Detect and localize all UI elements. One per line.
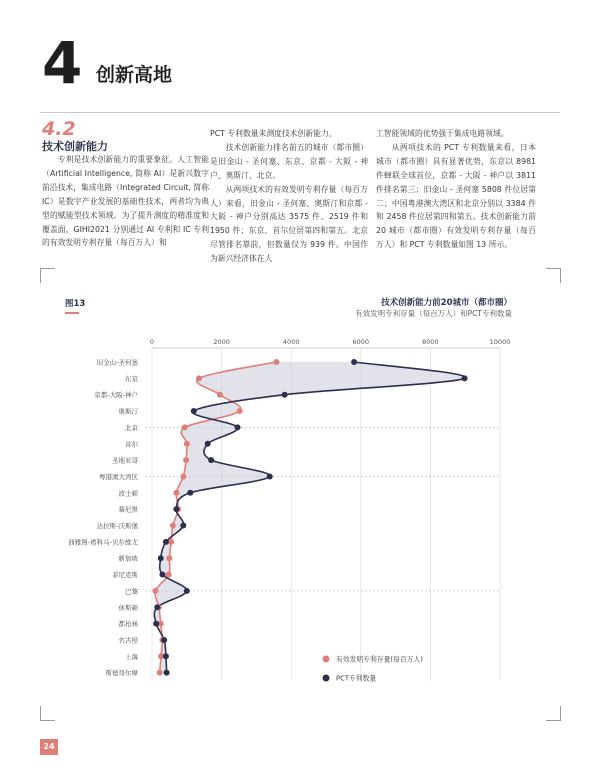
series-line-pct	[154, 362, 465, 673]
data-point-inventory	[237, 408, 243, 414]
figure-label: 图13	[65, 299, 86, 309]
data-point-inventory	[152, 588, 158, 594]
figure-title: 技术创新能力前20城市（都市圈）	[381, 298, 512, 308]
data-point-inventory	[196, 375, 202, 381]
data-point-inventory	[182, 424, 188, 430]
chapter-number: 4	[42, 29, 83, 97]
chapter-title: 创新高地	[96, 64, 173, 86]
data-point-inventory	[184, 441, 190, 447]
data-point-pct	[351, 359, 357, 365]
category-label: 休斯顿	[118, 603, 138, 612]
category-label: 京都-大阪-神户	[94, 391, 138, 400]
data-point-inventory	[217, 392, 223, 398]
category-label: 东京	[125, 374, 138, 383]
category-label: 上海	[125, 652, 138, 661]
legend-label: 有效发明专利存量(每百万人)	[336, 655, 423, 664]
paragraph: 从两项技术的 PCT 专利数量来看，日本城市（都市圈）具有显著优势，东京以 8981 件蝉联全球首位，京都 - 大阪 - 神户以 3811 件排名第三；旧金山 - 圣何塞 5808 件位居第二；中国粤港澳大湾区和北京分别以 3384 件和 2458 件位居第四和第五。技术创新能力前 20 城市（都市圈）有效发明专利存量（每百万人）和 PCT 专利数量如图 13 所示。	[376, 142, 536, 250]
data-point-pct	[163, 653, 169, 659]
category-label: 慕尼黑	[118, 505, 138, 514]
data-point-pct	[163, 539, 169, 545]
data-point-pct	[235, 424, 241, 430]
section-number: 4.2	[42, 118, 76, 140]
x-tick-label: 0	[149, 338, 155, 346]
category-label: 巴黎	[125, 587, 138, 596]
category-label: 西雅图-塔科马-贝尔维尤	[68, 538, 138, 547]
category-label: 斯德哥尔摩	[105, 669, 138, 678]
category-label: 波士顿	[118, 489, 138, 498]
data-point-pct	[180, 523, 186, 529]
category-label: 北京	[125, 423, 138, 432]
data-point-inventory	[180, 473, 186, 479]
x-tick-label: 8000	[422, 338, 439, 346]
category-label: 名古屋	[118, 636, 138, 645]
paragraph: PCT 专利数量来测度技术创新能力。	[210, 129, 337, 138]
data-point-pct	[154, 604, 160, 610]
section-title: 技术创新能力	[42, 140, 108, 153]
legend-marker	[323, 656, 330, 663]
x-tick-label: 2000	[213, 338, 230, 346]
figure-subtitle: 有效发明专利存量（每百万人）和PCT专利数量	[355, 309, 512, 318]
x-tick-label: 6000	[352, 338, 370, 346]
data-point-pct	[184, 588, 190, 594]
data-point-pct	[267, 473, 273, 479]
legend-label: PCT专利数量	[336, 674, 377, 683]
data-point-inventory	[166, 572, 172, 578]
paragraph: 工智能领域的优势强于集成电路领域。	[376, 129, 509, 138]
category-label: 奥斯汀	[118, 407, 138, 416]
data-point-pct	[173, 506, 179, 512]
x-tick-label: 4000	[282, 338, 300, 346]
category-label: 旧金山-圣何塞	[96, 358, 138, 367]
paragraph: 技术创新能力排名前五的城市（都市圈）是旧金山 - 圣何塞、东京、京都 - 大阪 - 神户、奥斯汀、北京。	[210, 142, 368, 180]
data-point-inventory	[157, 670, 163, 676]
paragraph: 从两项技术的有效发明专利存量（每百万人）来看，旧金山 - 圣何塞、奥斯汀和京都 - 大阪 - 神户分别高达 3575 件、2519 件和 1950 件；东京、首尔位居第四和第五。北京尽管排名靠前，但数量仅为 939 件。中国作为新兴经济体在人	[210, 184, 368, 264]
data-point-pct	[191, 408, 197, 414]
data-point-pct	[205, 441, 211, 447]
data-point-inventory	[168, 539, 174, 545]
legend-marker	[323, 675, 330, 682]
data-point-pct	[164, 670, 170, 676]
category-label: 新加坡	[118, 554, 138, 563]
paragraph: 专利是技术创新能力的重要象征。人工智能（Artificial Intelligence, 简称 AI）是新兴数字前沿技术，集成电路（Integrated Circuit, 简称 IC）是数字产业发展的基础性技术，两者均为典型的赋能型技术领域。为了提升测度的精准度和覆盖面，GIHI2021 分别通过 AI 专利和 IC 专利的有效发明专利存量（每百万人）和	[42, 155, 209, 248]
data-point-pct	[187, 490, 193, 496]
x-tick-label: 10000	[489, 338, 511, 346]
page-number: 24	[40, 739, 58, 755]
category-label: 粤港澳大湾区	[99, 472, 138, 481]
category-label: 达拉斯-沃斯堡	[96, 522, 138, 530]
data-point-inventory	[173, 490, 179, 496]
data-point-inventory	[183, 457, 189, 463]
category-label: 圣地亚哥	[112, 456, 138, 465]
category-label: 都柏林	[118, 620, 138, 629]
category-label: 首尔	[125, 440, 138, 449]
data-point-pct	[159, 572, 165, 578]
data-point-pct	[282, 392, 288, 398]
data-point-inventory	[170, 523, 176, 529]
data-point-inventory	[273, 359, 279, 365]
data-point-pct	[208, 457, 214, 463]
data-point-pct	[153, 621, 159, 627]
data-point-inventory	[166, 555, 172, 561]
data-point-pct	[158, 555, 164, 561]
category-label: 菲尼克斯	[112, 571, 138, 580]
data-point-pct	[161, 637, 167, 643]
data-point-pct	[462, 375, 468, 381]
